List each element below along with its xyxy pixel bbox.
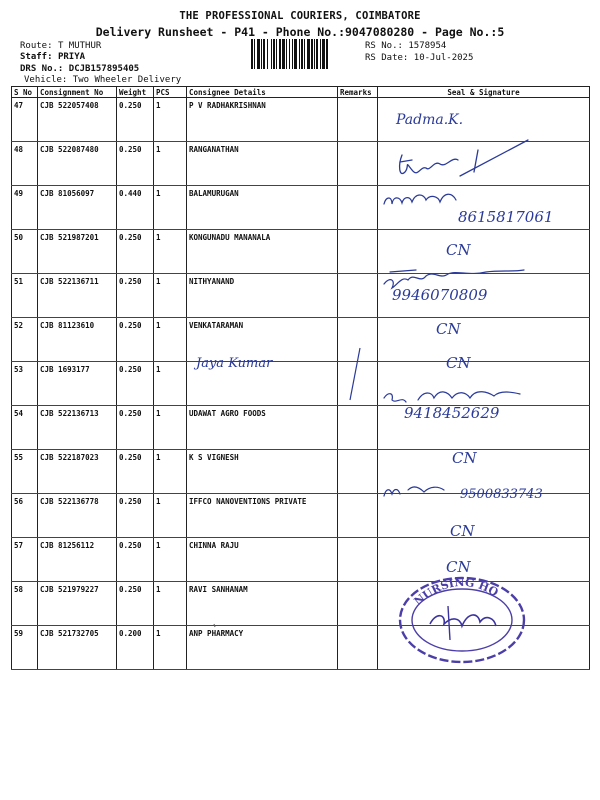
rs-date-line <box>365 53 473 63</box>
cell-consignment: CJB 81056097 <box>38 186 117 230</box>
handwritten-phone-51: 9946070809 <box>392 286 488 304</box>
cell-pcs: 1 <box>154 362 187 406</box>
cell-sno: 54 <box>12 406 38 450</box>
handwritten-phone-56: 9500833743 <box>460 487 543 502</box>
table-row <box>12 186 590 230</box>
cell-remarks <box>338 186 378 230</box>
table-row <box>12 98 590 142</box>
cell-pcs: 1 <box>154 582 187 626</box>
table-row <box>12 538 590 582</box>
cell-consignment: CJB 1693177 <box>38 362 117 406</box>
cell-consignee: NITHYANAND <box>187 274 338 318</box>
cell-consignment: CJB 521979227 <box>38 582 117 626</box>
barcode-bar <box>276 39 277 69</box>
cell-consignee: BALAMURUGAN <box>187 186 338 230</box>
cell-sno: 49 <box>12 186 38 230</box>
cell-signature <box>378 538 590 582</box>
cell-weight: 0.250 <box>117 450 154 494</box>
col-sno: S No <box>12 87 38 98</box>
runsheet-table <box>11 86 590 670</box>
handwritten-phone-54: 9418452629 <box>404 404 500 422</box>
cell-signature <box>378 142 590 186</box>
barcode-bar <box>314 39 315 69</box>
handwritten-name-jaya-kumar: Jaya Kumar <box>196 356 273 371</box>
cn-mark-53: CN <box>446 354 471 372</box>
cell-weight: 0.250 <box>117 538 154 582</box>
cell-weight: 0.250 <box>117 142 154 186</box>
barcode-bar <box>292 39 293 69</box>
cell-consignment: CJB 81123610 <box>38 318 117 362</box>
cell-pcs: 1 <box>154 538 187 582</box>
barcode-bar <box>299 39 300 69</box>
cn-mark-50: CN <box>446 241 471 259</box>
rs-no-value: 1578954 <box>408 41 447 51</box>
barcode-bar <box>282 39 285 69</box>
barcode-bar <box>254 39 255 69</box>
cell-signature <box>378 274 590 318</box>
cell-pcs: 1 <box>154 186 187 230</box>
stamp-text: NURSING HO <box>411 575 501 609</box>
cn-mark-52: CN <box>436 320 461 338</box>
col-remarks: Remarks <box>338 87 378 98</box>
staff-line <box>20 52 85 62</box>
cell-signature <box>378 230 590 274</box>
cell-pcs: 1 <box>154 142 187 186</box>
cell-weight: 0.250 <box>117 494 154 538</box>
cell-remarks <box>338 406 378 450</box>
barcode-bar <box>257 39 260 69</box>
table-row <box>12 274 590 318</box>
cell-weight: 0.200 <box>117 626 154 670</box>
cell-sno: 53 <box>12 362 38 406</box>
cell-sno: 57 <box>12 538 38 582</box>
barcode-bar <box>267 39 268 69</box>
barcode-bar <box>322 39 325 69</box>
cell-pcs: 1 <box>154 274 187 318</box>
cell-consignment: CJB 522087480 <box>38 142 117 186</box>
cell-consignee: KONGUNADU MANANALA <box>187 230 338 274</box>
cell-pcs: 1 <box>154 450 187 494</box>
cell-consignee: UDAWAT AGRO FOODS <box>187 406 338 450</box>
cell-sno: 55 <box>12 450 38 494</box>
col-consignee: Consignee Details <box>187 87 338 98</box>
company-name: THE PROFESSIONAL COURIERS, COIMBATORE <box>179 10 421 22</box>
cell-pcs: 1 <box>154 318 187 362</box>
col-weight: Weight <box>117 87 154 98</box>
cell-remarks <box>338 582 378 626</box>
col-pcs: PCS <box>154 87 187 98</box>
cell-sno: 59 <box>12 626 38 670</box>
drs-label: DRS No.: <box>20 64 64 74</box>
cell-sno: 52 <box>12 318 38 362</box>
table-header-row <box>12 87 590 98</box>
cell-sno: 58 <box>12 582 38 626</box>
col-seal-signature: Seal & Signature <box>378 87 590 98</box>
cell-consignment: CJB 522136711 <box>38 274 117 318</box>
rs-no-label: RS No.: <box>365 41 403 51</box>
barcode-bar <box>307 39 310 69</box>
cell-pcs: 1 <box>154 230 187 274</box>
cell-remarks <box>338 274 378 318</box>
cell-weight: 0.250 <box>117 406 154 450</box>
cell-weight: 0.250 <box>117 362 154 406</box>
route-value: T MUTHUR <box>57 41 102 51</box>
vehicle-value: Two Wheeler Delivery <box>72 75 182 85</box>
barcode-bar <box>294 39 297 69</box>
cell-signature <box>378 186 590 230</box>
cell-remarks <box>338 494 378 538</box>
cell-consignee: IFFCO NANOVENTIONS PRIVATE <box>187 494 338 538</box>
cell-consignee: K S VIGNESH <box>187 450 338 494</box>
cell-remarks <box>338 362 378 406</box>
cn-mark-57: CN <box>450 522 475 540</box>
cell-remarks <box>338 142 378 186</box>
cell-signature <box>378 582 590 626</box>
cell-remarks <box>338 626 378 670</box>
cell-consignee: ANP PHARMACY <box>187 626 338 670</box>
vehicle-label: Vehicle: <box>24 75 68 85</box>
rs-date-label: RS Date: <box>365 53 409 63</box>
table-row <box>12 450 590 494</box>
table-row <box>12 626 590 670</box>
cell-weight: 0.250 <box>117 274 154 318</box>
cell-remarks <box>338 98 378 142</box>
cell-consignee: RAVI SANHANAM <box>187 582 338 626</box>
cell-sno: 48 <box>12 142 38 186</box>
cell-consignee: RANGANATHAN <box>187 142 338 186</box>
cell-weight: 0.440 <box>117 186 154 230</box>
barcode-bar <box>316 39 318 69</box>
barcode-bar <box>263 39 265 69</box>
cell-signature <box>378 362 590 406</box>
cell-weight: 0.250 <box>117 318 154 362</box>
cell-weight: 0.250 <box>117 582 154 626</box>
barcode-bar <box>304 39 305 69</box>
runsheet-title: Delivery Runsheet - P41 - Phone No.:9047080280 - Page No.:5 <box>95 25 505 39</box>
cell-signature <box>378 450 590 494</box>
cell-signature <box>378 318 590 362</box>
cell-pcs: 1 <box>154 406 187 450</box>
cell-consignment: CJB 522136778 <box>38 494 117 538</box>
table-row <box>12 230 590 274</box>
barcode-bar <box>261 39 262 69</box>
cell-weight: 0.250 <box>117 230 154 274</box>
table-row <box>12 318 590 362</box>
staff-label: Staff: <box>20 52 53 62</box>
barcode-bar <box>320 39 321 69</box>
barcode-bar <box>301 39 303 69</box>
table-row <box>12 406 590 450</box>
cell-consignee: P V RADHAKRISHNAN <box>187 98 338 142</box>
barcode <box>250 39 355 69</box>
cell-pcs: 1 <box>154 626 187 670</box>
barcode-bar <box>279 39 281 69</box>
cell-weight: 0.250 <box>117 98 154 142</box>
cell-signature <box>378 98 590 142</box>
table-row <box>12 362 590 406</box>
cell-sno: 56 <box>12 494 38 538</box>
cell-consignment: CJB 521987201 <box>38 230 117 274</box>
cn-mark-58: CN <box>446 558 471 576</box>
barcode-bar <box>326 39 328 69</box>
cell-consignee: CHINNA RAJU <box>187 538 338 582</box>
cell-pcs: 1 <box>154 98 187 142</box>
barcode-bar <box>271 39 272 69</box>
table-row <box>12 142 590 186</box>
barcode-bar <box>286 39 287 69</box>
barcode-bar <box>251 39 253 69</box>
cell-remarks <box>338 450 378 494</box>
cell-consignment: CJB 81256112 <box>38 538 117 582</box>
staff-value: PRIYA <box>57 52 86 62</box>
barcode-bar <box>273 39 275 69</box>
cn-mark-55: CN <box>452 449 477 467</box>
rs-date-value: 10-Jul-2025 <box>413 53 474 63</box>
cell-remarks <box>338 230 378 274</box>
vehicle-line <box>24 75 181 85</box>
cell-consignment: CJB 521732705 <box>38 626 117 670</box>
table-row <box>12 494 590 538</box>
route-label: Route: <box>20 41 53 51</box>
cell-consignment: CJB 522136713 <box>38 406 117 450</box>
handwritten-name-padma: Padma.K. <box>396 112 464 128</box>
cell-signature <box>378 626 590 670</box>
cell-consignee: VENKATARAMAN <box>187 318 338 362</box>
cell-pcs: 1 <box>154 494 187 538</box>
cell-consignment: CJB 522187023 <box>38 450 117 494</box>
table-row <box>12 582 590 626</box>
rs-no-line <box>365 41 446 51</box>
cell-consignment: CJB 522057408 <box>38 98 117 142</box>
cell-consignee <box>187 362 338 406</box>
barcode-bar <box>289 39 290 69</box>
cell-signature <box>378 406 590 450</box>
cell-remarks <box>338 318 378 362</box>
cell-sno: 51 <box>12 274 38 318</box>
handwritten-phone-49: 8615817061 <box>458 208 554 226</box>
cell-sno: 47 <box>12 98 38 142</box>
cell-sno: 50 <box>12 230 38 274</box>
cell-signature <box>378 494 590 538</box>
col-consignment: Consignment No <box>38 87 117 98</box>
drs-value: DCJB157895405 <box>68 64 140 74</box>
drs-line <box>20 64 139 74</box>
barcode-bar <box>311 39 313 69</box>
cell-remarks <box>338 538 378 582</box>
route-line <box>20 41 101 51</box>
